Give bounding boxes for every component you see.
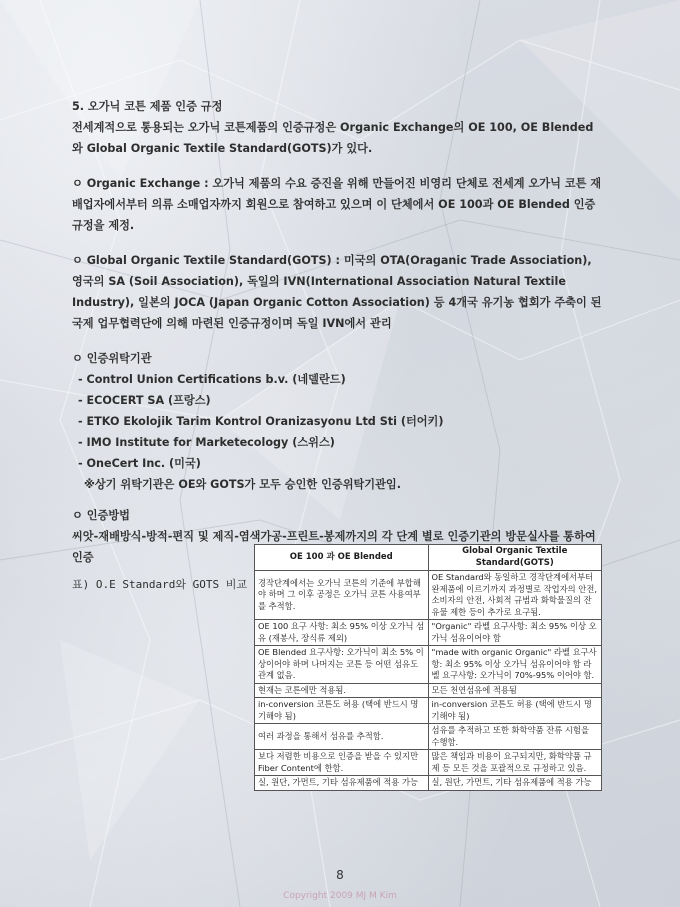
table-row — [255, 724, 602, 750]
copyright-watermark: Copyright 2009 MJ M Kim — [283, 891, 397, 901]
table-row — [255, 620, 602, 646]
table-row — [255, 776, 602, 791]
table-row — [255, 750, 602, 776]
section-heading: 5. 오가닉 코튼 제품 인증 규정 — [72, 100, 223, 113]
agency-item: - ETKO Ekolojik Tarim Kontrol Oranizasyonu Ltd Sti (터어키) — [78, 415, 444, 428]
table-cell-gots: 모든 천연섬유에 적용됨 — [428, 683, 602, 698]
page-number: 8 — [336, 868, 344, 882]
header-gots: Global Organic Textile Standard(GOTS) — [428, 545, 602, 571]
table-cell-oe: in-conversion 코튼도 허용 (택에 반드시 명기해야 됨) — [255, 698, 429, 724]
agency-item: - OneCert Inc. (미국) — [78, 457, 201, 470]
table-row — [255, 571, 602, 620]
table-cell-oe: 실, 원단, 가먼트, 기타 섬유제품에 적용 가능 — [255, 776, 429, 791]
table-row — [255, 646, 602, 684]
table-header-row — [255, 545, 602, 571]
table-cell-oe: OE Blended 요구사항: 오가닉이 최소 5% 이상이어야 하며 나머지는 코튼 등 어떤 섬유도 관계 없음. — [255, 646, 429, 684]
agency-item: - IMO Institute for Marketecology (스위스) — [78, 436, 335, 449]
table-cell-gots: 섬유를 추적하고 또한 화학약품 잔류 시험을 수행함. — [428, 724, 602, 750]
method-text: 씨앗-재배방식-방적-편직 및 제직-염색가공-프린트-봉제까지의 각 단계 별로 인증기관의 방문실사를 통하여 인증 — [72, 530, 596, 564]
table-cell-gots: 실, 원단, 가먼트, 기타 섬유제품에 적용 가능 — [428, 776, 602, 791]
table-row — [255, 698, 602, 724]
table-cell-oe: OE 100 요구 사항: 최소 95% 이상 오가닉 섬유 (재봉사, 장식류 제외) — [255, 620, 429, 646]
agency-item: - Control Union Certifications b.v. (네델란드) — [78, 373, 346, 386]
table-cell-oe: 경작단계에서는 오가닉 코튼의 기준에 부합해야 하며 그 이후 공정은 오가닉 코튼 사용여부를 추적함. — [255, 571, 429, 620]
table-cell-oe: 보다 저렴한 비용으로 인증을 받을 수 있지만 Fiber Content에 한함. — [255, 750, 429, 776]
document-body — [72, 96, 604, 568]
table-cell-gots: in-conversion 코튼도 허용 (택에 반드시 명기해야 됨) — [428, 698, 602, 724]
table-cell-gots: "Organic" 라벨 요구사항: 최소 95% 이상 오가닉 섬유이어야 함 — [428, 620, 602, 646]
agency-item: - ECOCERT SA (프랑스) — [78, 394, 211, 407]
intro-paragraph: 전세계적으로 통용되는 오가닉 코튼제품의 인증규정은 Organic Exchange의 OE 100, OE Blended 와 Global Organic Textile Standard(GOTS)가 있다. — [72, 121, 594, 155]
table-row — [255, 683, 602, 698]
table-cell-gots: OE Standard와 동일하고 경작단계에서부터 완제품에 이르기까지 과정별로 작업자의 안전, 소비자의 안전, 사회적 규범과 화학물질의 잔유물 제한 등이 추가로 요구됨. — [428, 571, 602, 620]
method-title: ㅇ 인증방법 — [72, 509, 130, 522]
table-cell-oe: 현재는 코튼에만 적용됨. — [255, 683, 429, 698]
comparison-table — [254, 544, 602, 791]
agencies-title: ㅇ 인증위탁기관 — [72, 352, 152, 365]
table-cell-oe: 여러 과정을 통해서 섬유를 추적함. — [255, 724, 429, 750]
agencies-note: ※상기 위탁기관은 OE와 GOTS가 모두 승인한 인증위탁기관임. — [84, 478, 401, 491]
table-caption: 표) O.E Standard와 GOTS 비교 — [72, 578, 247, 591]
organic-exchange-paragraph: ㅇ Organic Exchange : 오가닉 제품의 수요 증진을 위해 만들어진 비영리 단체로 전세계 오가닉 코튼 재배업자에서부터 의류 소매업자까지 회원으로 참여하고 있으며 이 단체에서 OE 100과 OE Blended 인증 규정을 제정. — [72, 177, 602, 232]
table-cell-gots: "made with organic Organic" 라벨 요구사항: 최소 95% 이상 오가닉 섬유이어야 함 라벨 요구사항: 오가닉이 70%-95% 이어야 함. — [428, 646, 602, 684]
table-cell-gots: 많은 책임과 비용이 요구되지만, 화학약품 규제 등 모든 것을 포괄적으로 규정하고 있음. — [428, 750, 602, 776]
header-oe: OE 100 과 OE Blended — [255, 545, 429, 571]
gots-paragraph: ㅇ Global Organic Textile Standard(GOTS) : 미국의 OTA(Oraganic Trade Association), 영국의 SA (Soil Association), 독일의 IVN(International Association Natural Textile Industry), 일본의 JOCA (Japan Organic Cotton Association) 등 4개국 유기농 협회가 주축이 된 국제 업무협력단에 의해 마련된 인증규정이며 독일 IVN에서 관리 — [72, 254, 602, 330]
